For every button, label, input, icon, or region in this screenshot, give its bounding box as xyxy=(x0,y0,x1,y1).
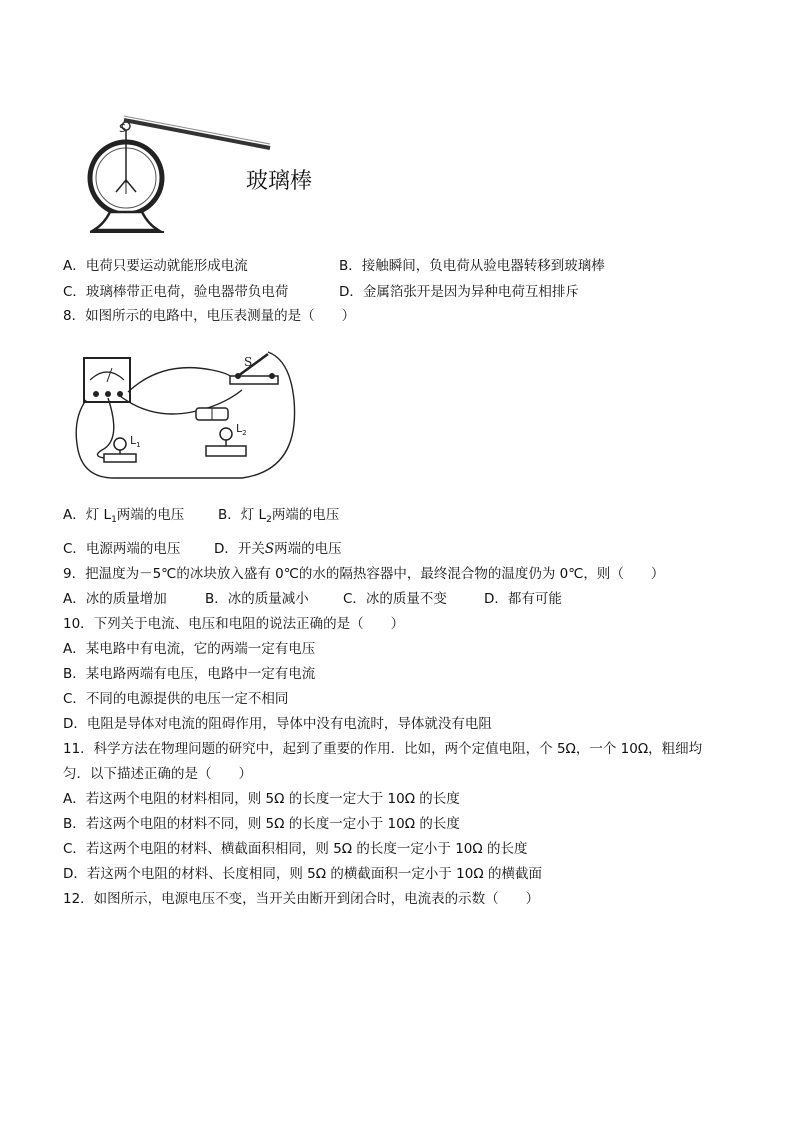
q9-option-d[interactable]: D．都有可能 xyxy=(484,591,562,607)
glass-rod-label: 玻璃棒 xyxy=(246,169,313,194)
q10-option-d[interactable]: D．电阻是导体对电流的阻碍作用，导体中没有电流时，导体就没有电阻 xyxy=(63,716,492,732)
q11-stem-line1: 11．科学方法在物理问题的研究中，起到了重要的作用．比如，两个定值电阻，个 5Ω，一个 10Ω，粗细均 xyxy=(63,741,703,757)
q9-stem: 9．把温度为－5℃的冰块放入盛有 0℃的水的隔热容器中，最终混合物的温度仍为 0℃，则（ ） xyxy=(63,566,665,582)
q9-option-b[interactable]: B．冰的质量减小 xyxy=(205,591,309,607)
q11-option-b[interactable]: B．若这两个电阻的材料不同，则 5Ω 的长度一定小于 10Ω 的长度 xyxy=(63,816,460,832)
q8-option-a[interactable]: A．灯 $L_1$两端的电压 xyxy=(63,507,185,525)
q8-option-b[interactable]: B．灯 $L_2$两端的电压 xyxy=(218,507,340,525)
q10-option-c[interactable]: C．不同的电源提供的电压一定不相同 xyxy=(63,691,289,707)
q7-option-b[interactable]: B．接触瞬间，负电荷从验电器转移到玻璃棒 xyxy=(339,258,605,274)
q9-option-c[interactable]: C．冰的质量不变 xyxy=(343,591,447,607)
q10-option-a[interactable]: A．某电路中有电流，它的两端一定有电压 xyxy=(63,641,316,657)
q11-option-c[interactable]: C．若这两个电阻的材料、横截面积相同，则 5Ω 的长度一定小于 10Ω 的长度 xyxy=(63,841,528,857)
q12-stem: 12．如图所示，电源电压不变，当开关由断开到闭合时，电流表的示数（ ） xyxy=(63,891,540,907)
q11-option-a[interactable]: A．若这两个电阻的材料相同，则 5Ω 的长度一定大于 10Ω 的长度 xyxy=(63,791,460,807)
q7-option-a[interactable]: A．电荷只要运动就能形成电流 xyxy=(63,258,248,274)
q8-option-c[interactable]: C．电源两端的电压 xyxy=(63,541,181,557)
q10-stem: 10．下列关于电流、电压和电阻的说法正确的是（ ） xyxy=(63,616,405,632)
l1-label: $L_1$ xyxy=(130,434,141,449)
q9-option-a[interactable]: A．冰的质量增加 xyxy=(63,591,167,607)
q8-stem: 8．如图所示的电路中，电压表测量的是（ ） xyxy=(63,308,356,324)
q8-option-d[interactable]: D．开关S两端的电压 xyxy=(214,541,342,557)
q7-option-d[interactable]: D．金属箔张开是因为异种电荷互相排斥 xyxy=(339,284,579,300)
q11-stem-line2: 匀．以下描述正确的是（ ） xyxy=(63,766,252,782)
q7-option-c[interactable]: C．玻璃棒带正电荷，验电器带负电荷 xyxy=(63,284,289,300)
circuit-switch-label: S xyxy=(244,355,253,369)
q11-option-d[interactable]: D．若这两个电阻的材料、长度相同，则 5Ω 的横截面积一定小于 10Ω 的横截面 xyxy=(63,866,542,882)
l2-label: $L_2$ xyxy=(236,422,247,437)
electroscope-s-label: S xyxy=(119,122,126,135)
circuit-figure xyxy=(72,340,302,480)
q10-option-b[interactable]: B．某电路两端有电压，电路中一定有电流 xyxy=(63,666,316,682)
